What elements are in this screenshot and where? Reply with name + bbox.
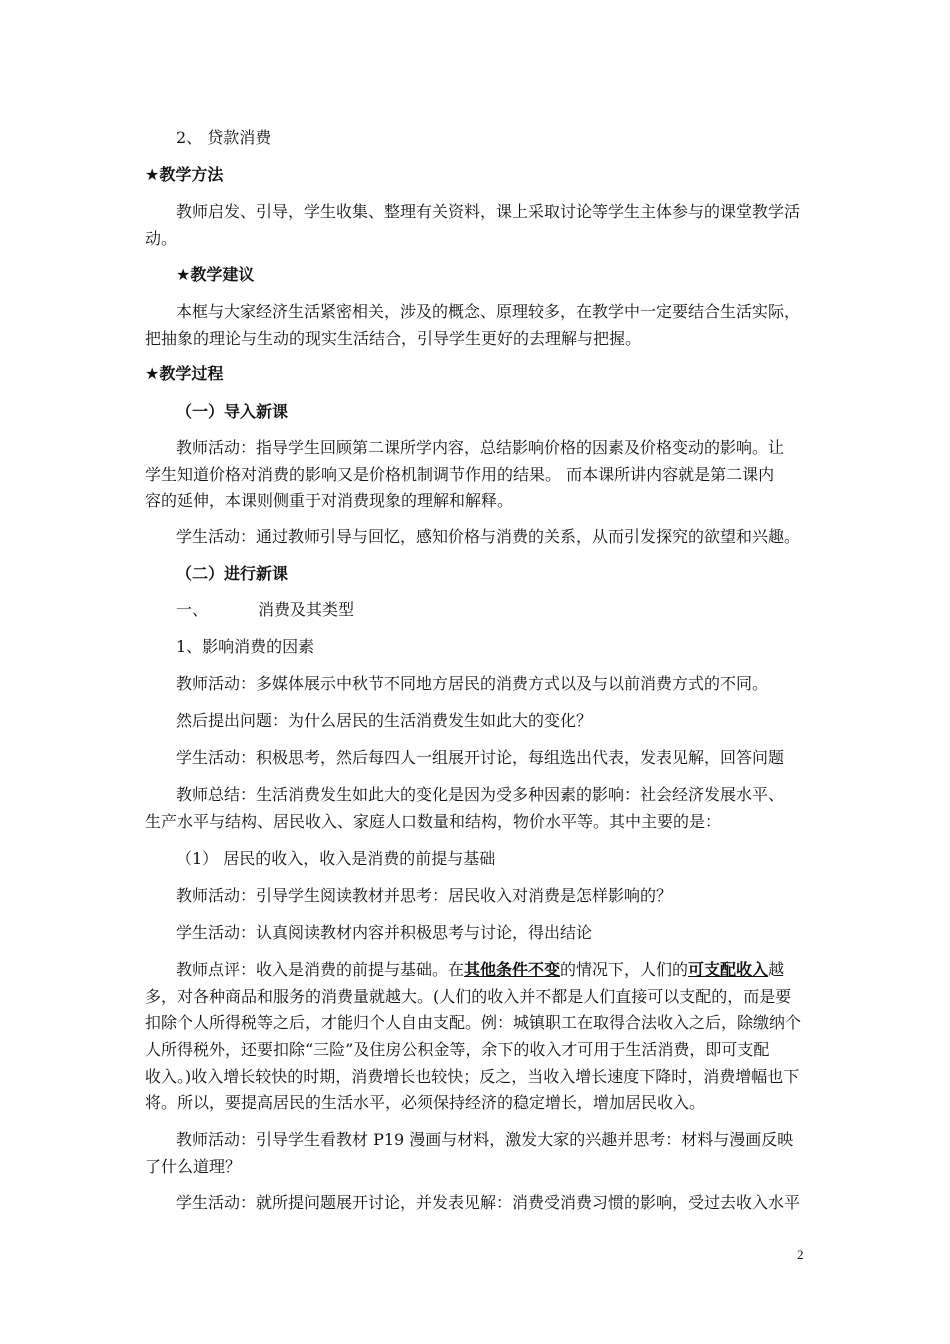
paragraph-line	[176, 960, 784, 980]
paragraph-line: 学生活动：通过教师引导与回忆，感知价格与消费的关系，从而引发探究的欲望和兴趣。	[176, 527, 801, 546]
paragraph-line: 容的延伸，本课则侧重于对消费现象的理解和解释。	[145, 491, 514, 510]
paragraph-line: 教师活动：引导学生看教材 P19 漫画与材料，激发大家的兴趣并思考：材料与漫画反映	[176, 1130, 794, 1149]
list-item-income: （1） 居民的收入，收入是消费的前提与基础	[176, 849, 496, 868]
section-title: 消费及其类型	[258, 600, 355, 619]
paragraph-line: 然后提出问题：为什么居民的生活消费发生如此大的变化？	[176, 711, 593, 730]
text-run: 的情况下，人们的	[560, 960, 689, 979]
section-number: 一、	[176, 600, 209, 619]
section-heading	[176, 600, 354, 620]
subheading-intro: （一）导入新课	[176, 402, 289, 421]
heading-teaching-method: ★教学方法	[145, 165, 224, 184]
paragraph-line: 将。所以，要提高居民的生活水平，必须保持经济的稳定增长，增加居民收入。	[145, 1093, 706, 1112]
paragraph-line: 学生知道价格对消费的影响又是价格机制调节作用的结果。 而本课所讲内容就是第二课内	[145, 465, 775, 484]
page-number: 2	[797, 1247, 804, 1262]
paragraph-line: 教师活动：指导学生回顾第二课所学内容，总结影响价格的因素及价格变动的影响。让	[176, 438, 785, 457]
paragraph-line: 教师活动：引导学生阅读教材并思考：居民收入对消费是怎样影响的？	[176, 886, 673, 905]
paragraph-line: 了什么道理？	[145, 1157, 242, 1176]
paragraph-line: 教师总结：生活消费发生如此大的变化是因为受多种因素的影响：社会经济发展水平、	[176, 785, 785, 804]
heading-teaching-suggestion: ★教学建议	[176, 265, 255, 284]
paragraph-line: 教师活动：多媒体展示中秋节不同地方居民的消费方式以及与以前消费方式的不同。	[176, 674, 769, 693]
paragraph-line: 生产水平与结构、居民收入、家庭人口数量和结构，物价水平等。其中主要的是：	[145, 812, 722, 831]
heading-teaching-process: ★教学过程	[145, 364, 224, 383]
text-run: 越	[768, 960, 785, 979]
emphasis-other-conditions: 其他条件不变	[464, 960, 561, 979]
paragraph-line: 本框与大家经济生活紧密相关，涉及的概念、原理较多，在教学中一定要结合生活实际，	[176, 302, 801, 321]
subheading-new-lesson: （二）进行新课	[176, 564, 289, 583]
paragraph-line: 收入。)收入增长较快的时期，消费增长也较快；反之，当收入增长速度下降时，消费增幅也下	[145, 1067, 800, 1086]
paragraph-line: 学生活动：就所提问题展开讨论，并发表见解：消费受消费习惯的影响，受过去收入水平	[176, 1193, 801, 1212]
paragraph-line: 学生活动：积极思考，然后每四人一组展开讨论，每组选出代表，发表见解，回答问题	[176, 748, 785, 767]
paragraph-line: 人所得税外，还要扣除“三险”及住房公积金等，余下的收入才可用于生活消费，即可支配	[145, 1040, 770, 1059]
paragraph-line: 把抽象的理论与生动的现实生活结合，引导学生更好的去理解与把握。	[145, 329, 642, 348]
list-item-loan-consumption: 2、 贷款消费	[176, 128, 272, 147]
emphasis-disposable-income: 可支配收入	[688, 960, 769, 979]
subsection-heading: 1、影响消费的因素	[176, 637, 315, 656]
text-run: 教师点评：收入是消费的前提与基础。在	[176, 960, 465, 979]
paragraph-line: 教师启发、引导，学生收集、整理有关资料，课上采取讨论等学生主体参与的课堂教学活	[176, 202, 801, 221]
paragraph-line: 扣除个人所得税等之后，才能归个人自由支配。例：城镇职工在取得合法收入之后，除缴纳个	[145, 1013, 802, 1032]
paragraph-line: 学生活动：认真阅读教材内容并积极思考与讨论，得出结论	[176, 923, 593, 942]
paragraph-line: 多，对各种商品和服务的消费量就越大。(人们的收入并不都是人们直接可以支配的，而是要	[145, 987, 792, 1006]
paragraph-line: 动。	[145, 229, 178, 248]
